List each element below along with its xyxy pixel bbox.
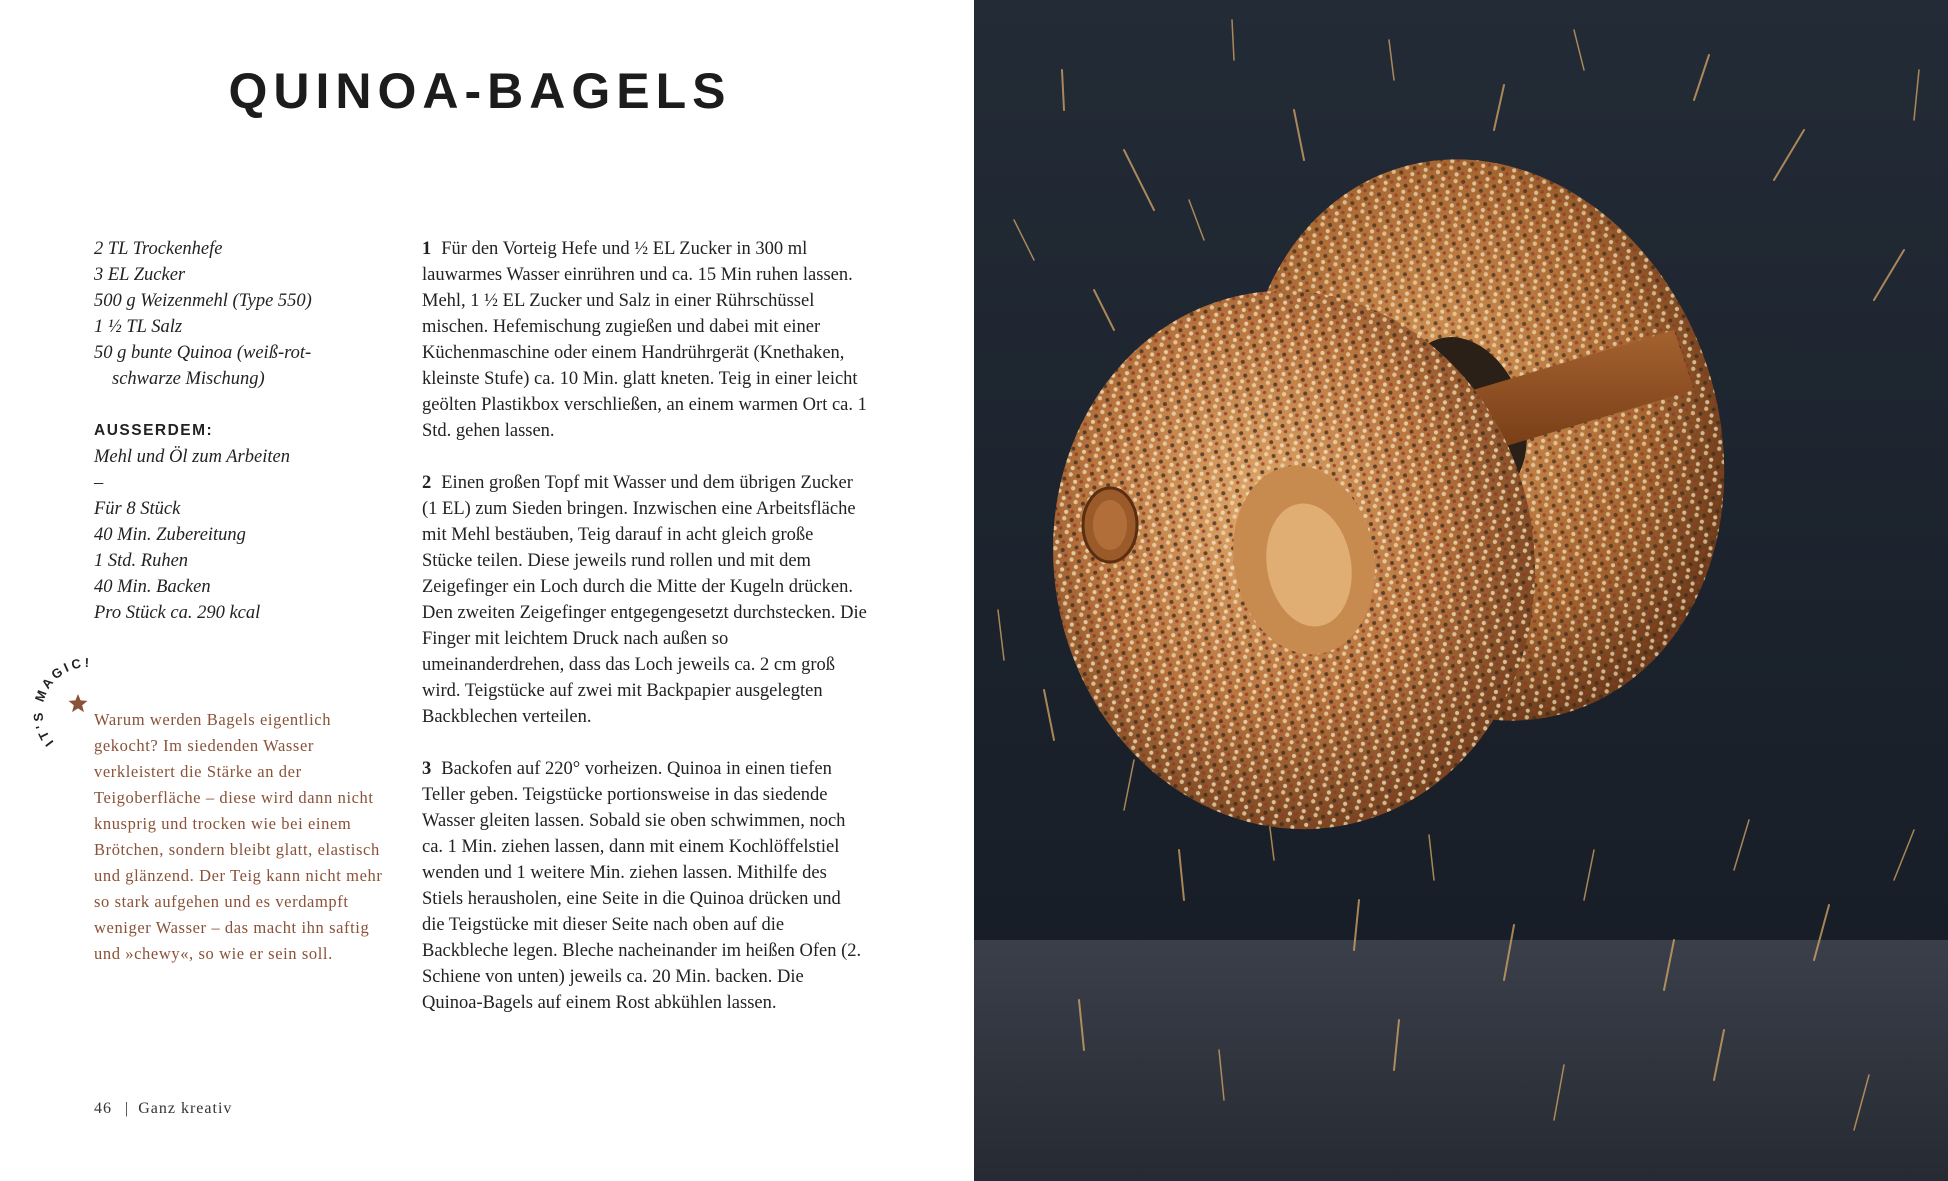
section-name: Ganz kreativ	[138, 1100, 233, 1117]
ingredient-item: 1 ½ TL Salz	[94, 317, 183, 337]
ingredient-item: 500 g Weizenmehl (Type 550)	[94, 291, 312, 311]
page-number: 46	[94, 1100, 112, 1117]
step-number: 2	[422, 473, 432, 493]
extras-item: Mehl und Öl zum Arbeiten	[94, 447, 290, 467]
ingredient-item-continued: schwarze Mischung)	[112, 369, 265, 389]
step-text: Einen großen Topf mit Wasser und dem übrigen Zucker (1 EL) zum Sieden bringen. Inzwischen eine Arbeitsfläche mit Mehl bestäuben, Teig darauf in acht gleich große Stücke teilen. Diese jeweils rund rollen und mit dem Zeigefinger ein Loch durch die Mitte der Kugeln drücken. Den zweiten Zeigefinger entgegengesetzt durchstecken. Die Finger mit leichtem Druck nach außen so umeinanderdrehen, dass das Loch jeweils ca. 2 cm groß wird. Teigstücke auf zwei mit Backpapier ausgelegten Backblechen verteilen.	[422, 473, 867, 727]
star-icon	[69, 694, 88, 712]
step	[422, 756, 867, 1016]
extras-heading: AUSSERDEM:	[94, 422, 214, 439]
bagel-photo	[974, 0, 1948, 1181]
steps-list	[422, 236, 867, 1042]
bagel-photo-graphic	[974, 0, 1948, 1181]
info-calories: Pro Stück ca. 290 kcal	[94, 603, 261, 623]
step-number: 3	[422, 759, 432, 779]
ingredients-list	[94, 236, 394, 626]
page-footer	[94, 1100, 232, 1118]
info-prep-time: 40 Min. Zubereitung	[94, 525, 246, 545]
step	[422, 470, 867, 730]
recipe-title: QUINOA-BAGELS	[228, 63, 732, 119]
step-text: Backofen auf 220° vorheizen. Quinoa in einen tiefen Teller geben. Teigstücke portionsweise in das siedende Wasser gleiten lassen. Sobald sie oben schwimmen, noch ca. 1 Min. ziehen lassen, dann mit einem Kochlöffelstiel wenden und 1 weitere Min. ziehen lassen. Mithilfe des Stiels herausholen, eine Seite in die Quinoa drücken und die Teigstücke mit dieser Seite nach oben auf die Backbleche legen. Bleche nacheinander im heißen Ofen (2. Schiene von unten) jeweils ca. 20 Min. backen. Die Quinoa-Bagels auf einem Rost abkühlen lassen.	[422, 759, 862, 1013]
ingredient-item: 3 EL Zucker	[94, 265, 186, 285]
ingredient-item: 50 g bunte Quinoa (weiß-rot-	[94, 343, 312, 363]
magic-badge-text: IT'S MAGIC!	[30, 654, 93, 750]
footer-separator: |	[125, 1100, 130, 1117]
step-text: Für den Vorteig Hefe und ½ EL Zucker in 300 ml lauwarmes Wasser einrühren und ca. 15 Min ruhen lassen. Mehl, 1 ½ EL Zucker und Salz in einer Rührschüssel mischen. Hefemischung zugießen und dabei mit einer Küchenmaschine oder einem Handrührgerät (Knethaken, kleinste Stufe) ca. 10 Min. glatt kneten. Teig in einer leicht geölten Plastikbox verschließen, an einem warmen Ort ca. 1 Std. gehen lassen.	[422, 239, 867, 441]
info-bake-time: 40 Min. Backen	[94, 577, 211, 597]
info-rest-time: 1 Std. Ruhen	[94, 551, 189, 571]
info-servings: Für 8 Stück	[94, 499, 181, 519]
ingredient-item: 2 TL Trockenhefe	[94, 239, 223, 259]
extras-dash: –	[94, 473, 104, 493]
magic-tip-text: Warum werden Bagels eigentlich gekocht? Im siedenden Wasser verkleistert die Stärke an der Teigoberfläche – diese wird dann nicht knusprig und trocken wie bei einem Brötchen, sondern bleibt glatt, elastisch und glänzend. Der Teig kann nicht mehr so stark aufgehen und es verdampft weniger Wasser – das macht ihn saftig und »chewy«, so wie er sein soll.	[94, 710, 383, 963]
step	[422, 236, 867, 444]
step-number: 1	[422, 239, 432, 259]
